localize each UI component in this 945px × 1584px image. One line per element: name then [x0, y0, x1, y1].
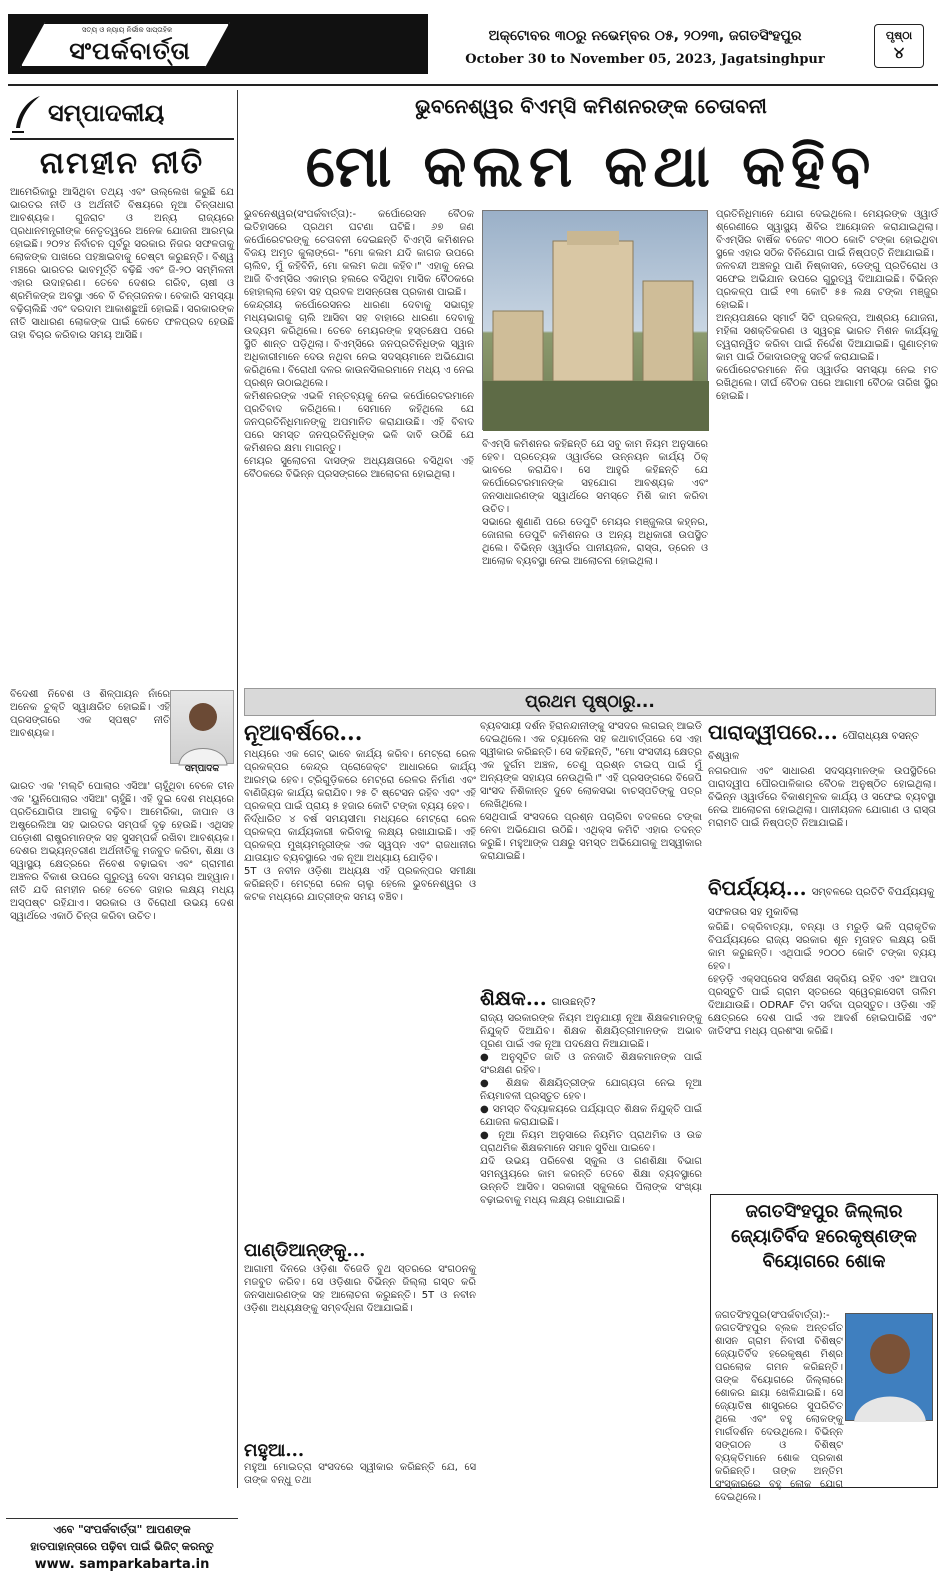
- lead-col1: ଭୁବନେଶ୍ୱର(ସଂପର୍କବାର୍ତ୍ତା):- କର୍ପୋରେସନ ବୈଠକ ଇତିହାସରେ ପ୍ରଥମ ଘଟଣା ଘଟିଛି। ୬୭ ଜଣ କର୍ପୋରେଟରଙ୍କୁ ଚେତାବନୀ ଦେଇଛନ୍ତି ବିଏମ୍‌ସି କମିଶନର ବିଜୟ ଅମୃତ କୁଲାଙ୍ଗେ- "ମୋ କଲମ ଯଦି କାଗଜ ଉପରେ ଚାଲିବ, ମୁଁ କହିବିନି, ମୋ କଲମ କଥା କହିବ।" ଏହାକୁ ନେଇ ଆଜି ବିଏମ୍‌ସିର ଏକାମ୍ର ହଲରେ ବସିଥିବା ମାସିକ ବୈଠକରେ ହୋହାଲ୍ଲା ହେବା ସହ ପ୍ରବଳ ଅସନ୍ତୋଷ ପ୍ରକାଶ ପାଇଛି। କେନ୍ଦ୍ରୀୟ କର୍ପୋରେସନର ଧାରଣା ଦେବାକୁ ସଭାଗୃହ ମଧ୍ୟଭାଗକୁ ଚାଲି ଆସିବା ସହ ବାହାରେ ଧାରଣା ଦେବାକୁ ଉଦ୍ୟମ କରିଥିଲେ। ତେବେ ମେୟରଙ୍କ ହସ୍ତକ୍ଷେପ ପରେ ସ୍ଥିତି ଶାନ୍ତ ପଡ଼ିଥିଲା। ବିଏମ୍‌ସିରେ ଜନପ୍ରତିନିଧିଙ୍କ ସ୍ୱାନ ଅଧିକାରୀମାନେ ଦେଉ ନଥିବା ନେଇ ସଦସ୍ୟମାନେ ଅଭିଯୋଗ କରିଥିଲେ। ବିରୋଧୀ ଦଳର କାଉନସିଲରମାନେ ମଧ୍ୟ ଏ ନେଇ ପ୍ରଶ୍ନ ଉଠାଇଥିଲେ। କମିଶନରଙ୍କ ଏଭଳି ମନ୍ତବ୍ୟକୁ ନେଇ କର୍ପୋରେଟରମାନେ ପ୍ରତିବାଦ କରିଥିଲେ। ସେମାନେ କହିଥିଲେ ଯେ ଜନପ୍ରତିନିଧିମାନଙ୍କୁ ଅପମାନିତ କରାଯାଉଛି। ଏହି ବିବାଦ ପରେ ସମସ୍ତ ଜନପ୍ରତିନିଧିଙ୍କ ଭଳି ଦାବି ଉଠିଛି ଯେ କମିଶନର କ୍ଷମା ମାଗନ୍ତୁ। ମେୟର ସୁଲୋଚନା ଦାସଙ୍କ ଅଧ୍ୟକ୍ଷତାରେ ବସିଥିବା ଏହି ବୈଠକରେ ବିଭିନ୍ନ ପ୍ରସଙ୍ଗରେ ଆଲୋଚନା ହୋଇଥିଲା।: [244, 209, 474, 480]
- promo-url[interactable]: www. samparkabarta.in: [34, 1557, 210, 1572]
- masthead-title: ସଂପର୍କବାର୍ତ୍ତା: [69, 36, 191, 65]
- lead-col3: ପ୍ରତିନିଧିମାନେ ଯୋଗ ଦେଇଥିଲେ। ମେୟରଙ୍କ ଓ୍ୱାର୍ଡ ଶ୍ରେଣୀରେ ସ୍ୱାସ୍ଥ୍ୟ ଶିବିର ଆୟୋଜନ କରାଯାଇଥିଲା। ବିଏମ୍‌ସିର ବାର୍ଷିକ ବଜେଟ ୩୦୦ କୋଟି ଟଙ୍କା ହୋଇଥିବା ସ୍ଥଳେ ଏହାର ସଠିକ ବିନିଯୋଗ ପାଇଁ ନିଷ୍ପତ୍ତି ନିଆଯାଇଛି। ଜଳବନ୍ଦୀ ଅଞ୍ଚଳରୁ ପାଣି ନିଷ୍କାସନ, ଡେଙ୍ଗୁ ପ୍ରତିରୋଧ ଓ ସଫେଇ ଅଭିଯାନ ଉପରେ ଗୁରୁତ୍ୱ ଦିଆଯାଇଛି। ବିଭିନ୍ନ ପ୍ରକଳ୍ପ ପାଇଁ ୧୩ କୋଟି ୫୫ ଲକ୍ଷ ଟଙ୍କା ମଞ୍ଜୁର ହୋଇଛି। ଅନ୍ୟପକ୍ଷରେ ସ୍ମାର୍ଟ ସିଟି ପ୍ରକଳ୍ପ, ଆଶ୍ରୟ ଯୋଜନା, ମହିଳା ସଶକ୍ତିକରଣ ଓ ସ୍ୱଚ୍ଛ ଭାରତ ମିଶନ କାର୍ଯ୍ୟକୁ ତ୍ୱରାନ୍ୱିତ କରିବା ପାଇଁ ନିର୍ଦ୍ଦେଶ ଦିଆଯାଇଛି। ଗୁଣାତ୍ମକ କାମ ପାଇଁ ଠିକାଦାରଙ୍କୁ ସତର୍କ କରାଯାଇଛି। କର୍ପୋରେଟରମାନେ ନିଜ ଓ୍ୱାର୍ଡର ସମସ୍ୟା ନେଇ ମତ ରଖିଥିଲେ। ଦୀର୍ଘ ବୈଠକ ପରେ ଆଗାମୀ ବୈଠକ ତାରିଖ ସ୍ଥିର ହୋଇଛି।: [716, 209, 938, 402]
- obituary-headline-3: ବିୟୋଗରେ ଶୋକ: [762, 1251, 886, 1272]
- story-bipar-body: କରିଛି। ଚକ୍ରିବାତ୍ୟା, ବନ୍ୟା ଓ ମରୁଡ଼ି ଭଳି ପ୍ରାକୃତିକ ବିପର୍ଯ୍ୟୟରେ ରାଜ୍ୟ ସରକାର ଶୂନ ମୃତାହତ ଲକ୍ଷ୍ୟ ରଖି କାମ କରୁଛନ୍ତି। ଏଥିପାଇଁ ୨୦୦୦ କୋଟି ଟଙ୍କା ବ୍ୟୟ ହେବ। ହେଡ଼ଡ଼ି ଏକ୍ସପ୍ରେସ ସର୍ବକ୍ଷଣ ସକ୍ରିୟ ରହିବ ଏବଂ ଆପଦା ପ୍ରସ୍ତୁତି ପାଇଁ ଗ୍ରାମ ସ୍ତରରେ ସ୍ୱେଚ୍ଛାସେବୀ ତାଲିମ ଦିଆଯାଉଛି। ODRAF ଟିମ ସର୍ବଦା ପ୍ରସ୍ତୁତ। ଓଡ଼ିଶା ଏହି କ୍ଷେତ୍ରରେ ଦେଶ ପାଇଁ ଏକ ଆଦର୍ଶ ହୋଇପାରିଛି ଏବଂ ଜାତିସଂଘ ମଧ୍ୟ ପ୍ରଶଂସା କରିଛି।: [708, 922, 936, 1037]
- story-bipar-title: ବିପର୍ଯ୍ୟୟ...: [708, 876, 807, 900]
- editorial-headline: ନାମହୀନ ନୀତି: [39, 146, 205, 181]
- page-number-label: ପୃଷ୍ଠା: [885, 29, 913, 42]
- story-mahua-body: ମହୁଆ ମୋଇତ୍ରା ସଂସଦରେ ସ୍ୱୀକାର କରିଛନ୍ତି ଯେ, ସେ ତାଙ୍କ ବନ୍ଧୁ ତଥା: [244, 1462, 476, 1486]
- story-bipar: [708, 876, 936, 1217]
- lead-kicker: ଭୁବନେଶ୍ୱର ବିଏମ୍‌ସି କମିଶନରଙ୍କ ଚେତାବନୀ: [415, 94, 767, 118]
- editorial-body-mid: ବିଦେଶୀ ନିବେଶ ଓ ଶିଳ୍ପାୟନ ନାଁରେ ଅନେକ ଚୁକ୍ତି ସ୍ୱାକ୍ଷରିତ ହୋଇଛି। ଏହି ପ୍ରସଙ୍ଗରେ ଏକ ସ୍ପଷ୍ଟ ନୀତି ଆବଶ୍ୟକ।: [10, 689, 170, 739]
- story-mid-body: ବ୍ୟବସାୟୀ ଦର୍ଶନ ହିରାନନ୍ଦାନୀଙ୍କୁ ସଂସଦର ଲଗଇନ୍ ଆଇଡି ଦେଇଥିଲେ। ଏକ ଚ୍ୟାନେଲ ସହ କଥାବାର୍ତ୍ତାରେ ସେ ଏହା ସ୍ୱୀକାର କରିଛନ୍ତି। ସେ କହିଛନ୍ତି, "ମୋ ସଂସଦୀୟ କ୍ଷେତ୍ର ଏକ ଦୁର୍ଗମ ଅଞ୍ଚଳ, ତେଣୁ ପ୍ରଶ୍ନ ଟାଇପ୍ ପାଇଁ ମୁଁ ଅନ୍ୟଙ୍କ ସହାୟତା ନେଉଥିଲି।" ଏହି ପ୍ରସଙ୍ଗରେ ବିଜେପି ସାଂସଦ ନିଶିକାନ୍ତ ଦୁବେ ଲୋକସଭା ବାଚସ୍ପତିଙ୍କୁ ପତ୍ର ଲେଖିଥିଲେ। ସେଥିପାଇଁ ସଂସଦରେ ପ୍ରଶ୍ନ ପଚାରିବା ବଦଳରେ ଟଙ୍କା ନେବା ଅଭିଯୋଗ ଉଠିଛି। ଏଥିକ୍ସ କମିଟି ଏହାର ତଦନ୍ତ କରୁଛି। ମହୁଆଙ୍କ ପକ୍ଷରୁ ସମସ୍ତ ଅଭିଯୋଗକୁ ଅସ୍ୱୀକାର କରାଯାଇଛି।: [480, 721, 702, 862]
- story-mahua: [244, 1440, 476, 1491]
- obituary-headline-1: ଜଗତସିଂହପୁର ଜିଲ୍ଲାର: [745, 1201, 903, 1222]
- masthead-date-en: October 30 to November 05, 2023, Jagatsinghpur: [465, 52, 825, 67]
- editorial-body-low: ଭାରତ ଏକ 'ମଲ୍ଟି ପୋଲାର ଏସିଆ' ଚାହୁଁଥିବା ବେଳେ ଚୀନ ଏକ 'ୟୁନିପୋଲାର ଏସିଆ' ଚାହୁଁଛି। ଏହି ଦୁଇ ଦେଶ ମଧ୍ୟରେ ପ୍ରତିଯୋଗିତା ଆଗକୁ ବଢ଼ିବ। ଆମେରିକା, ଜାପାନ ଓ ଅଷ୍ଟ୍ରେଲିଆ ସହ ଭାରତର ସମ୍ପର୍କ ଦୃଢ଼ ହେଉଛି। ଏଥିସହ ପଡ଼ୋଶୀ ରାଷ୍ଟ୍ରମାନଙ୍କ ସହ ସୁସମ୍ପର୍କ ରଖିବା ଆବଶ୍ୟକ। ଦେଶର ଅଭ୍ୟନ୍ତରୀଣ ଅର୍ଥନୀତିକୁ ମଜବୁତ କରିବା, ଶିକ୍ଷା ଓ ସ୍ୱାସ୍ଥ୍ୟ କ୍ଷେତ୍ରରେ ନିବେଶ ବଢ଼ାଇବା ଏବଂ ଗ୍ରାମୀଣ ଅଞ୍ଚଳର ବିକାଶ ଉପରେ ଗୁରୁତ୍ୱ ଦେବା ସମୟର ଆହ୍ୱାନ। ନୀତି ଯଦି ନାମହୀନ ରହେ ତେବେ ତାହାର ଲକ୍ଷ୍ୟ ମଧ୍ୟ ଅସ୍ପଷ୍ଟ ରହିଯାଏ। ସରକାର ଓ ବିରୋଧୀ ଉଭୟ ଦେଶ ସ୍ୱାର୍ଥରେ ଏକାଠି ଚିନ୍ତା କରିବା ଉଚିତ।: [10, 781, 234, 922]
- story-pandian: [244, 1240, 476, 1453]
- story-sikshaka-title: ଶିକ୍ଷକ...: [480, 986, 547, 1010]
- story-pandian-body: ଆଗାମୀ ଦିନରେ ଓଡ଼ିଶା ବିଜେଡି ବୁଥ ସ୍ତରରେ ସଂଗଠନକୁ ମଜବୁତ କରିବ। ସେ ଓଡ଼ିଶାର ବିଭିନ୍ନ ଜିଲ୍ଲା ଗସ୍ତ କରି ଜନସାଧାରଣଙ୍କ ସହ ଆଲୋଚନା କରୁଛନ୍ତି। 5T ଓ ନବୀନ ଓଡ଼ିଶା ଅଧ୍ୟକ୍ଷଙ୍କୁ ସମ୍ବର୍ଦ୍ଧନା ଦିଆଯାଇଛି।: [244, 1264, 476, 1314]
- editorial-body-top: ଆମେରିକାରୁ ଆସିଥିବା ତଥ୍ୟ ଏବଂ ଉଲ୍ଲେଖ କରୁଛି ଯେ ଭାରତର ନୀତି ଓ ଅର୍ଥନୀତି ବିଷୟରେ ନୂଆ ଚିନ୍ତାଧାରା ଆବଶ୍ୟକ। ଗୁଜରାଟ ଓ ଅନ୍ୟ ରାଜ୍ୟରେ ପ୍ରଧାନମନ୍ତ୍ରୀଙ୍କ ନେତୃତ୍ୱରେ ଅନେକ ଯୋଜନା ଆରମ୍ଭ ହୋଇଛି। ୨୦୨୪ ନିର୍ବାଚନ ପୂର୍ବରୁ ସରକାର ନିଜର ସଫଳତାକୁ ଲୋକଙ୍କ ପାଖରେ ପହଞ୍ଚାଇବାକୁ ଚେଷ୍ଟା କରୁଛନ୍ତି। ବିଶ୍ୱ ମଞ୍ଚରେ ଭାରତର ଭାବମୂର୍ତ୍ତି ବଢ଼ିଛି ଏବଂ ଜି-୨୦ ସମ୍ମିଳନୀ ଏହାର ଉଦାହରଣ। ତେବେ ଦେଶର ଗରିବ, ଚାଷୀ ଓ ଶ୍ରମିକଙ୍କ ଅବସ୍ଥା ଏବେ ବି ଚିନ୍ତାଜନକ। ବେକାରି ସମସ୍ୟା ବଢ଼ିଚାଲିଛି ଏବଂ ଦରଦାମ ଆକାଶଛୁଆଁ ହୋଇଛି। ସରକାରଙ୍କ ନୀତି ସାଧାରଣ ଲୋକଙ୍କ ପାଇଁ କେତେ ଫଳପ୍ରଦ ହେଉଛି ତାହା ବିଚାର କରିବାର ସମୟ ଆସିଛି।: [10, 187, 234, 341]
- page-number: ୪: [893, 43, 905, 62]
- story-sikshaka: [480, 986, 702, 1482]
- obituary-photo: [845, 1313, 933, 1421]
- promo-box: [6, 1518, 238, 1584]
- story-sikshaka-lead: ଗାଉଛନ୍ତି?: [551, 997, 596, 1008]
- story-parad-lead: ପୌରାଧ୍ୟକ୍ଷ ବସନ୍ତ ବିଶ୍ୱାଳ: [708, 731, 919, 762]
- promo-line2: ହାତପାହାନ୍ତାରେ ପଢ଼ିବା ପାଇଁ ଭିଜିଟ୍ କରନ୍ତୁ: [30, 1540, 214, 1553]
- lead-story: [242, 90, 940, 686]
- editor-photo-caption: ସମ୍ପାଦକ: [184, 764, 220, 774]
- lead-headline: ମୋ କଲମ କଥା କହିବ: [305, 132, 877, 200]
- obituary-headline-2: ଜ୍ୟୋତିର୍ବିଦ ହରେକୃଷ୍ଣଙ୍କ: [731, 1226, 917, 1247]
- editor-photo: [170, 690, 234, 764]
- story-parad: [708, 720, 936, 885]
- story-mahua-title: ମହୁଆ...: [244, 1440, 305, 1461]
- masthead: [0, 0, 945, 88]
- story-nua-body: ମଧ୍ୟରେ ଏକ ଗେଟ୍ ଭାବେ କାର୍ଯ୍ୟ କରିବ। ମେଟ୍ରୋ ରେଳ ପ୍ରକଳ୍ପର କେନ୍ଦ୍ର ପ୍ରୋଜେକ୍ଟ ଆଧାରରେ କାର୍ଯ୍ୟ ଆରମ୍ଭ ହେବ। ଟ୍ରିଗୁଡ଼ିକରେ ମେଟ୍ରୋ ରେଳର ନିର୍ମାଣ ଏବଂ ବାଣିଜ୍ୟିକ କାର୍ଯ୍ୟ କରାଯିବ। ୨୫ ଟି ଷ୍ଟେସନ ରହିବ ଏବଂ ଏହି ପ୍ରକଳ୍ପ ପାଇଁ ପ୍ରାୟ ୫ ହଜାର କୋଟି ଟଙ୍କା ବ୍ୟୟ ହେବ। ନିର୍ଦ୍ଧାରିତ ୪ ବର୍ଷ ସମୟସୀମା ମଧ୍ୟରେ ମେଟ୍ରୋ ରେଳ ପ୍ରକଳ୍ପ କାର୍ଯ୍ୟକାରୀ କରିବାକୁ ଲକ୍ଷ୍ୟ ରଖାଯାଇଛି। ଏହି ପ୍ରକଳ୍ପ ମୁଖ୍ୟମନ୍ତ୍ରୀଙ୍କ ଏକ ସ୍ୱପ୍ନ ଏବଂ ରାଜଧାନୀର ଯାତାୟାତ ବ୍ୟବସ୍ଥାରେ ଏକ ନୂଆ ଅଧ୍ୟାୟ ଯୋଡ଼ିବ। 5T ଓ ନବୀନ ଓଡ଼ିଶା ଅଧ୍ୟକ୍ଷ ଏହି ପ୍ରକଳ୍ପର ସମୀକ୍ଷା କରିଛନ୍ତି। ମେଟ୍ରୋ ରେଳ ଚାଲୁ ହେଲେ ଭୁବନେଶ୍ୱର ଓ କଟକ ମଧ୍ୟରେ ଯାତ୍ରୀଙ୍କ ସମୟ ବଞ୍ଚିବ।: [244, 749, 476, 903]
- lead-col2: ବିଏମ୍‌ସି କମିଶନର କହିଛନ୍ତି ଯେ ସବୁ କାମ ନିୟମ ଅନୁସାରେ ହେବ। ପ୍ରତ୍ୟେକ ଓ୍ୱାର୍ଡରେ ଉନ୍ନୟନ କାର୍ଯ୍ୟ ଠିକ୍ ଭାବରେ କରାଯିବ। ସେ ଆହୁରି କହିଛନ୍ତି ଯେ କର୍ପୋରେଟରମାନଙ୍କ ସହଯୋଗ ଆବଶ୍ୟକ ଏବଂ ଜନସାଧାରଣଙ୍କ ସ୍ୱାର୍ଥରେ ସମସ୍ତେ ମିଶି କାମ କରିବା ଉଚିତ। ସଭାରେ ଶୁଣାଣି ପରେ ଡେପୁଟି ମେୟର ମଞ୍ଜୁଲତା କହ୍ନର, ଜୋନାଲ ଡେପୁଟି କମିଶନର ଓ ଅନ୍ୟ ଅଧିକାରୀ ଉପସ୍ଥିତ ଥିଲେ। ବିଭିନ୍ନ ଓ୍ୱାର୍ଡର ପାନୀୟଜଳ, ରାସ୍ତା, ଡ୍ରେନ ଓ ଆଲୋକ ବ୍ୟବସ୍ଥା ନେଇ ଆଲୋଚନା ହୋଇଥିଲା।: [482, 439, 708, 567]
- page-number-box: [874, 24, 924, 68]
- story-nua: [244, 720, 476, 1268]
- editorial-column: [6, 90, 238, 1572]
- obituary-box: [710, 1194, 938, 1503]
- obituary-body: ଜଗତସିଂହପୁର(ସଂପର୍କବାର୍ତ୍ତା):- ଜଗତସିଂହପୁର ବ୍ଲକ ଅନ୍ତର୍ଗତ ଶାସନ ଗ୍ରାମ ନିବାସୀ ବିଶିଷ୍ଟ ଜ୍ୟୋତିର୍ବିଦ ହରେକୃଷ୍ଣ ମିଶ୍ର ପରଲୋକ ଗମନ କରିଛନ୍ତି। ତାଙ୍କ ବିୟୋଗରେ ଜିଲ୍ଲାରେ ଶୋକର ଛାୟା ଖେଳିଯାଇଛି। ସେ ଜ୍ୟୋତିଷ ଶାସ୍ତ୍ରରେ ସୁପରିଚିତ ଥିଲେ ଏବଂ ବହୁ ଲୋକଙ୍କୁ ମାର୍ଗଦର୍ଶନ ଦେଉଥିଲେ। ବିଭିନ୍ନ ସଙ୍ଗଠନ ଓ ବିଶିଷ୍ଟ ବ୍ୟକ୍ତିମାନେ ଶୋକ ପ୍ରକାଶ କରିଛନ୍ତି। ତାଙ୍କ ଅନ୍ତିମ ସଂସ୍କାରରେ ବହୁ ଲୋକ ଯୋଗ ଦେଇଥିଲେ।: [715, 1310, 843, 1503]
- story-bipar-lead: ସମ୍ବଳରେ ପ୍ରତିଟି ବିପର୍ଯ୍ୟୟକୁ ସଫଳତାର ସହ ମୁକାବିଲା: [708, 887, 935, 918]
- masthead-date-odia: ଅକ୍ଟୋବର ୩୦ରୁ ନଭେମ୍ବର ୦୫, ୨୦୨୩, ଜଗତସିଂହପୁର: [488, 28, 802, 44]
- front-page-strip-label: ପ୍ରଥମ ପୃଷ୍ଠାରୁ...: [525, 692, 655, 712]
- masthead-rule: [8, 84, 938, 86]
- story-sikshaka-body: ରାଜ୍ୟ ସରକାରଙ୍କ ନିୟମ ଅନୁଯାୟୀ ନୂଆ ଶିକ୍ଷକମାନଙ୍କୁ ନିଯୁକ୍ତି ଦିଆଯିବ। ଶିକ୍ଷକ ଶିକ୍ଷୟିତ୍ରୀମାନଙ୍କ ଅଭାବ ପୂରଣ ପାଇଁ ଏକ ନୂଆ ପଦକ୍ଷେପ ନିଆଯାଇଛି। ● ଅନୁସୂଚିତ ଜାତି ଓ ଜନଜାତି ଶିକ୍ଷକମାନଙ୍କ ପାଇଁ ସଂରକ୍ଷଣ ରହିବ। ● ଶିକ୍ଷକ ଶିକ୍ଷୟିତ୍ରୀଙ୍କ ଯୋଗ୍ୟତା ନେଇ ନୂଆ ନିୟମାବଳୀ ପ୍ରସ୍ତୁତ ହେବ। ● ସମସ୍ତ ବିଦ୍ୟାଳୟରେ ପର୍ଯ୍ୟାପ୍ତ ଶିକ୍ଷକ ନିଯୁକ୍ତି ପାଇଁ ଯୋଜନା କରାଯାଇଛି। ● ନୂଆ ନିୟମ ଅନୁସାରେ ନିୟମିତ ପ୍ରାଥମିକ ଓ ଉଚ୍ଚ ପ୍ରାଥମିକ ଶିକ୍ଷକମାନେ ସମାନ ସୁବିଧା ପାଇବେ। ଯଦି ଉଭୟ ପରିବେଶ ସ୍କୁଲ ଓ ଗଣଶିକ୍ଷା ବିଭାଗ ସମନ୍ୱୟରେ କାମ କରନ୍ତି ତେବେ ଶିକ୍ଷା ବ୍ୟବସ୍ଥାରେ ଉନ୍ନତି ଆସିବ। ସରକାରୀ ସ୍କୁଲରେ ପିଲାଙ୍କ ସଂଖ୍ୟା ବଢ଼ାଇବାକୁ ମଧ୍ୟ ଲକ୍ଷ୍ୟ ରଖାଯାଇଛି।: [480, 1013, 702, 1206]
- masthead-tagline: ସତ୍ୟ ଓ ନ୍ୟାୟ ନିର୍ଭୀକ ସାପ୍ତାହିକ: [81, 26, 173, 34]
- promo-line1: ଏବେ "ସଂପର୍କବାର୍ତ୍ତା" ଆପଣଙ୍କ: [53, 1523, 191, 1536]
- story-parad-title: ପାରାଦ୍ୱୀପରେ...: [708, 720, 838, 744]
- story-nua-title: ନୂଆବର୍ଷରେ...: [244, 720, 363, 746]
- editorial-rule-top: [10, 138, 234, 140]
- editorial-section-title: ସମ୍ପାଦକୀୟ: [48, 98, 165, 127]
- quill-icon: [10, 94, 44, 134]
- story-parad-body: ନଗରପାଳ ଏବଂ ସାଧାରଣ ସଦସ୍ୟମାନଙ୍କ ଉପସ୍ଥିତିରେ ପାରାଦ୍ୱୀପ ପୌରପାଳିକାର ବୈଠକ ଅନୁଷ୍ଠିତ ହୋଇଥିଲା। ବିଭିନ୍ନ ଓ୍ୱାର୍ଡରେ ବିକାଶମୂଳକ କାର୍ଯ୍ୟ ଓ ସଫେଇ ବ୍ୟବସ୍ଥା ନେଇ ଆଲୋଚନା ହୋଇଥିଲା। ପାନୀୟଜଳ ଯୋଗାଣ ଓ ରାସ୍ତା ମରାମତି ପାଇଁ ନିଷ୍ପତ୍ତି ନିଆଯାଇଛି।: [708, 766, 936, 829]
- front-page-strip: [244, 688, 936, 716]
- story-pandian-title: ପାଣ୍ଡିଆନ୍‌ଙ୍କୁ...: [244, 1240, 366, 1261]
- lead-photo: [482, 210, 708, 430]
